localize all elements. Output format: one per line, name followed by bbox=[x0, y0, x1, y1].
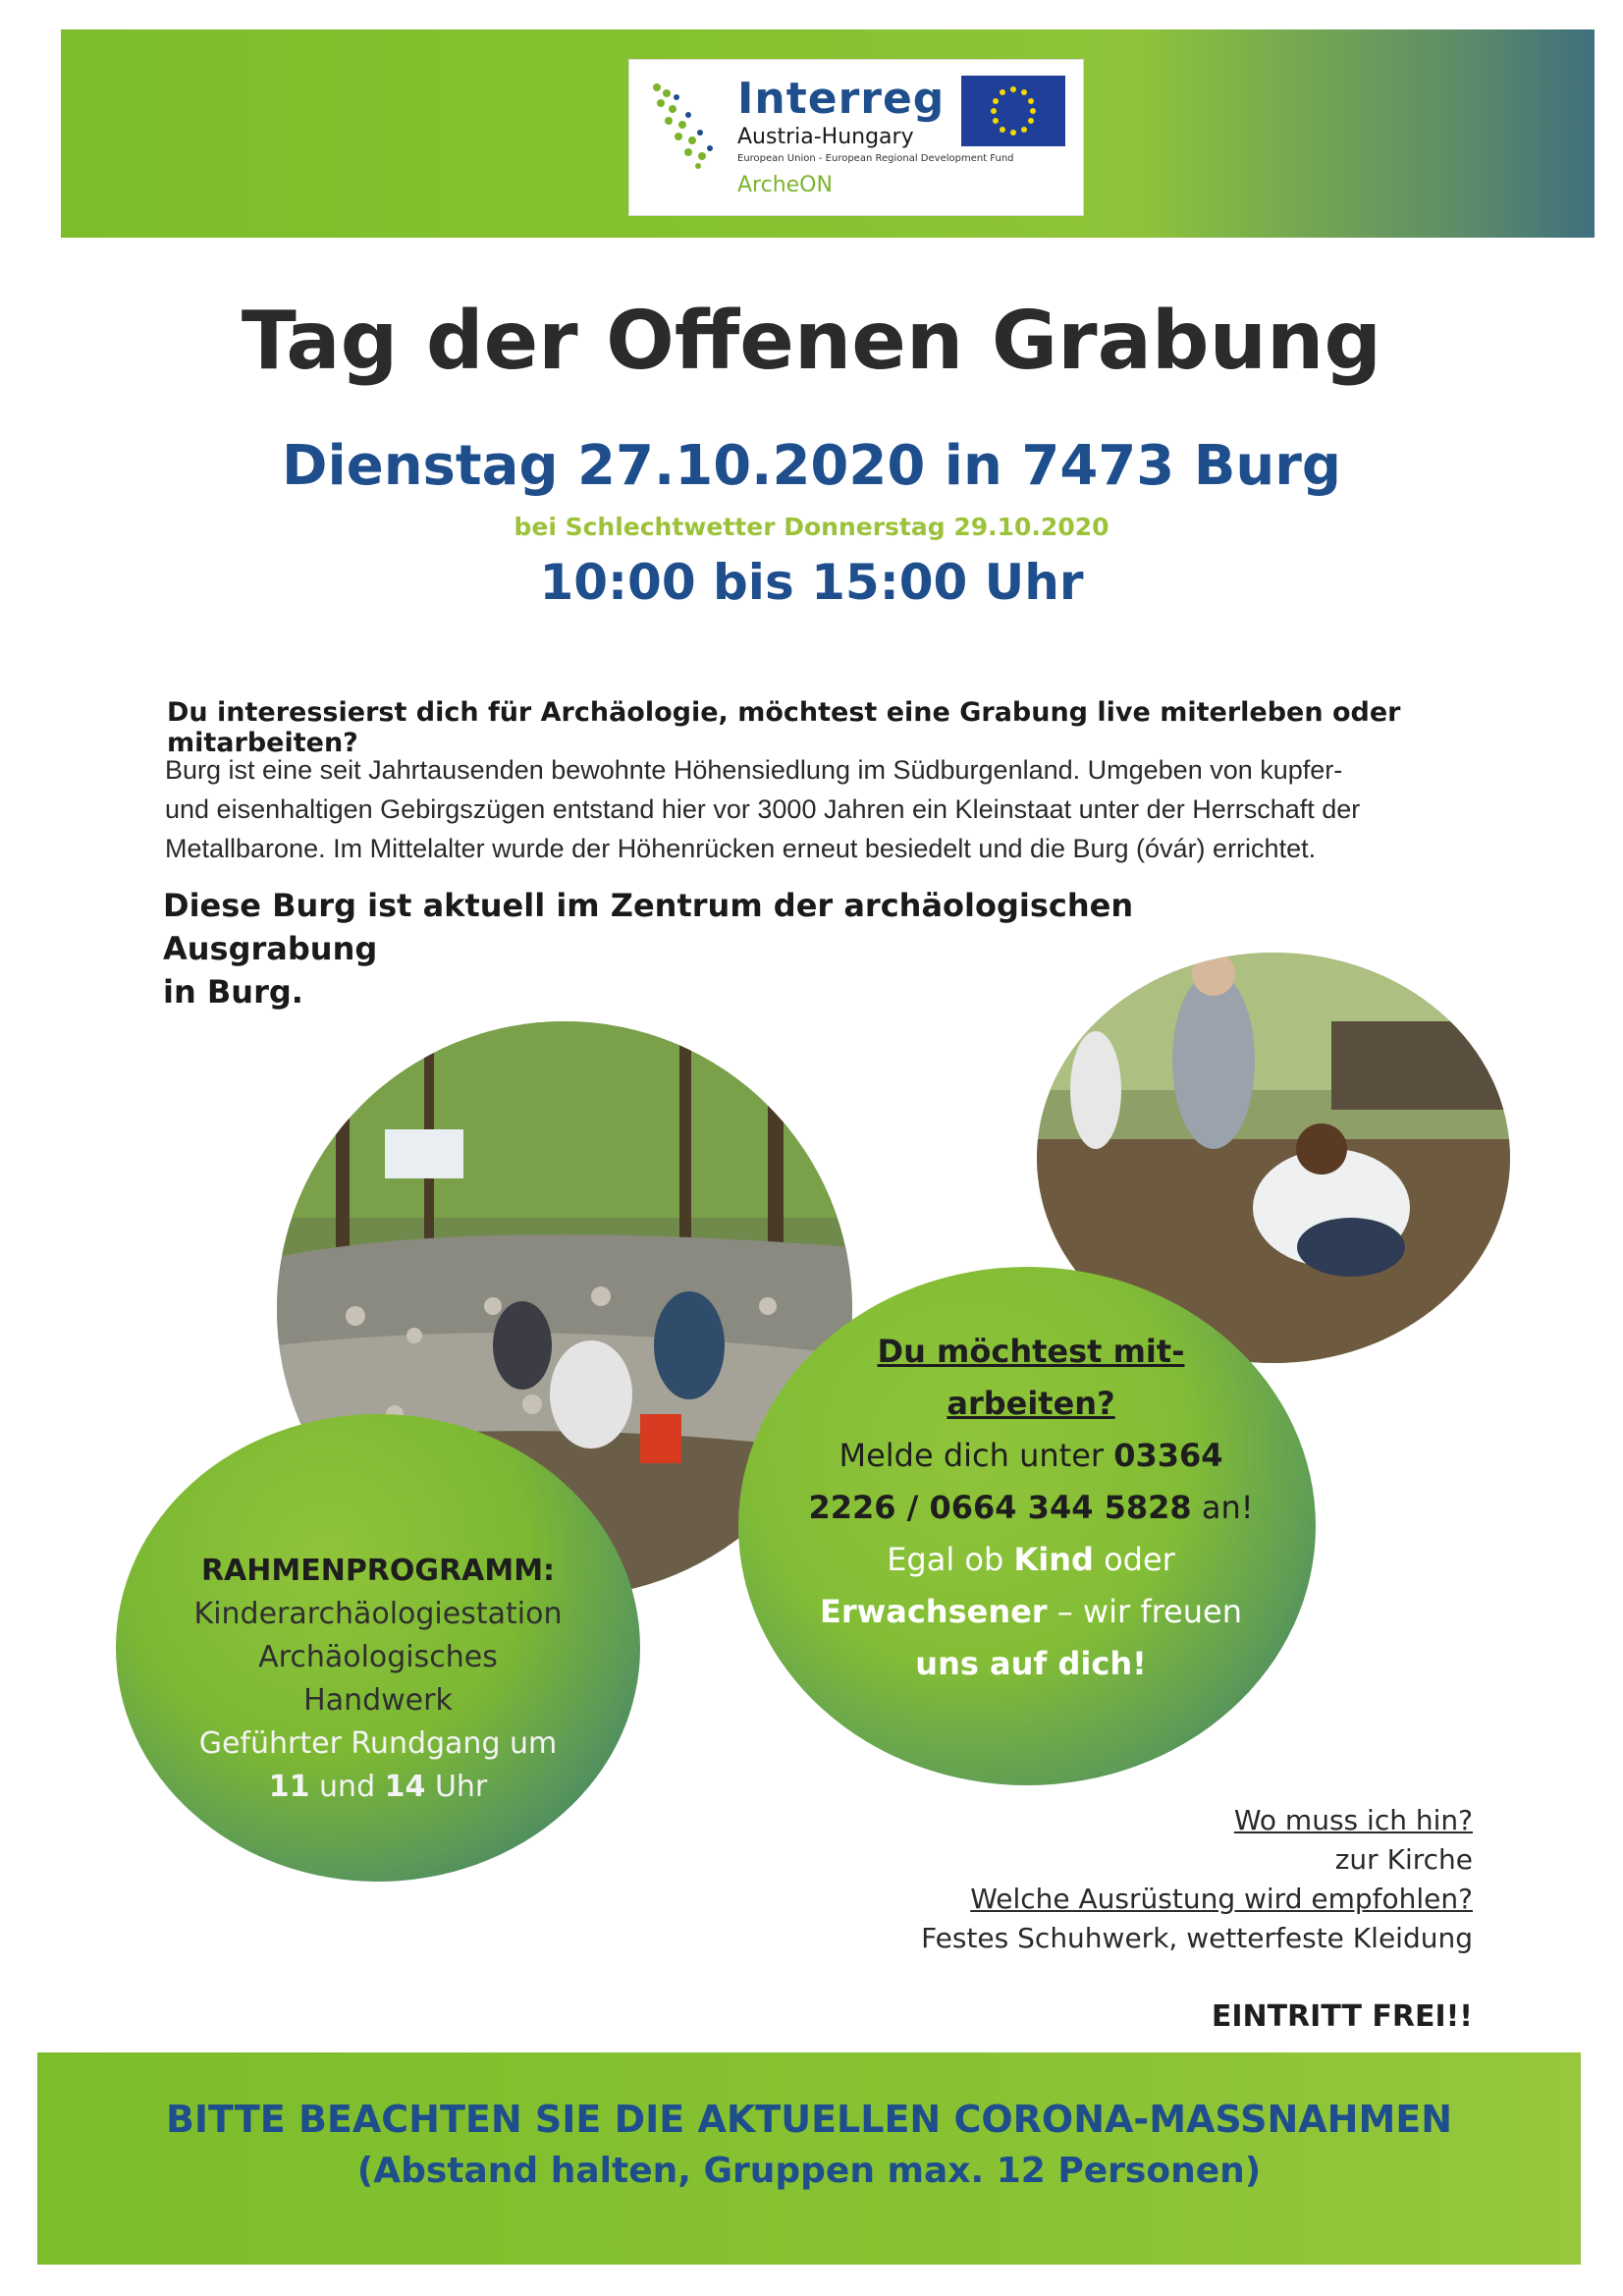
phone-number: 2226 / 0664 344 5828 bbox=[808, 1489, 1192, 1526]
program-item: Handwerk bbox=[303, 1683, 453, 1718]
highlight-text bbox=[163, 884, 1243, 1013]
logo-project: ArcheON bbox=[737, 173, 833, 197]
audience-closing: uns auf dich! bbox=[915, 1645, 1147, 1682]
program-time-a: 11 bbox=[268, 1770, 310, 1804]
logo-dots-icon bbox=[649, 82, 718, 170]
highlight-line: Diese Burg ist aktuell im Zentrum der archäologischen Ausgrabung bbox=[163, 887, 1134, 967]
corona-notice: BITTE BEACHTEN SIE DIE AKTUELLEN CORONA-MASSNAHMEN bbox=[165, 2098, 1453, 2141]
audience-line bbox=[795, 1534, 1267, 1586]
intro-paragraph bbox=[165, 750, 1471, 868]
program-times bbox=[147, 1766, 609, 1809]
contact-text: Melde dich unter bbox=[839, 1437, 1114, 1474]
intro-line: Burg ist eine seit Jahrtausenden bewohnte Höhensiedlung im Südburgenland. Umgeben von kupfer- bbox=[165, 755, 1343, 785]
intro-line: Metallbarone. Im Mittelalter wurde der Höhenrücken erneut besiedelt und die Burg (óvár) errichtet. bbox=[165, 834, 1317, 863]
contact-line bbox=[795, 1430, 1267, 1482]
audience-line bbox=[795, 1638, 1267, 1690]
free-entry: EINTRITT FREI!! bbox=[1211, 1999, 1473, 2034]
corona-rules: (Abstand halten, Gruppen max. 12 Personen) bbox=[356, 2151, 1262, 2191]
interreg-logo bbox=[628, 59, 1084, 216]
contact-text: an! bbox=[1191, 1489, 1254, 1526]
audience-text: – wir freuen bbox=[1047, 1593, 1242, 1630]
faq-answer: Festes Schuhwerk, wetterfeste Kleidung bbox=[921, 1922, 1473, 1954]
participate-heading: arbeiten? bbox=[947, 1385, 1115, 1422]
phone-part: 03364 bbox=[1113, 1437, 1223, 1474]
event-time: 10:00 bis 15:00 Uhr bbox=[539, 554, 1084, 611]
participate-text bbox=[795, 1326, 1267, 1690]
audience-text: oder bbox=[1093, 1541, 1175, 1578]
intro-line: und eisenhaltigen Gebirgszügen entstand hier vor 3000 Jahren ein Kleinstaat unter der Herrschaft der bbox=[165, 794, 1361, 824]
corona-banner bbox=[37, 2052, 1581, 2265]
logo-brand: Interreg bbox=[737, 74, 946, 124]
faq-question: Wo muss ich hin? bbox=[1233, 1804, 1473, 1836]
audience-adult: Erwachsener bbox=[820, 1593, 1048, 1630]
eu-flag-icon bbox=[961, 76, 1065, 146]
intro-question: Du interessierst dich für Archäologie, möchtest eine Grabung live miterleben oder mitarbeiten? bbox=[167, 697, 1401, 758]
program-time-mid: und bbox=[309, 1770, 385, 1804]
highlight-line: in Burg. bbox=[163, 973, 303, 1011]
participate-heading: Du möchtest mit- bbox=[877, 1333, 1185, 1370]
faq-question: Welche Ausrüstung wird empfohlen? bbox=[970, 1883, 1473, 1915]
program-text bbox=[147, 1550, 609, 1809]
page-title: Tag der Offenen Grabung bbox=[241, 295, 1382, 388]
audience-text: Egal ob bbox=[887, 1541, 1014, 1578]
program-heading: RAHMENPROGRAMM: bbox=[200, 1554, 556, 1588]
audience-line bbox=[795, 1586, 1267, 1638]
event-date: Dienstag 27.10.2020 in 7473 Burg bbox=[282, 434, 1341, 498]
program-item: Geführter Rundgang um bbox=[198, 1726, 558, 1761]
faq-block bbox=[884, 1801, 1473, 1958]
logo-fund: European Union - European Regional Development Fund bbox=[737, 153, 1014, 164]
program-item: Kinderarchäologiestation bbox=[193, 1597, 563, 1631]
program-item: Archäologisches bbox=[258, 1640, 498, 1674]
faq-answer: zur Kirche bbox=[1334, 1843, 1473, 1876]
audience-kind: Kind bbox=[1013, 1541, 1094, 1578]
program-time-b: 14 bbox=[384, 1770, 426, 1804]
logo-region: Austria-Hungary bbox=[737, 125, 914, 149]
program-time-end: Uhr bbox=[425, 1770, 488, 1804]
contact-line bbox=[795, 1482, 1267, 1534]
alternate-date: bei Schlechtwetter Donnerstag 29.10.2020 bbox=[514, 513, 1109, 541]
